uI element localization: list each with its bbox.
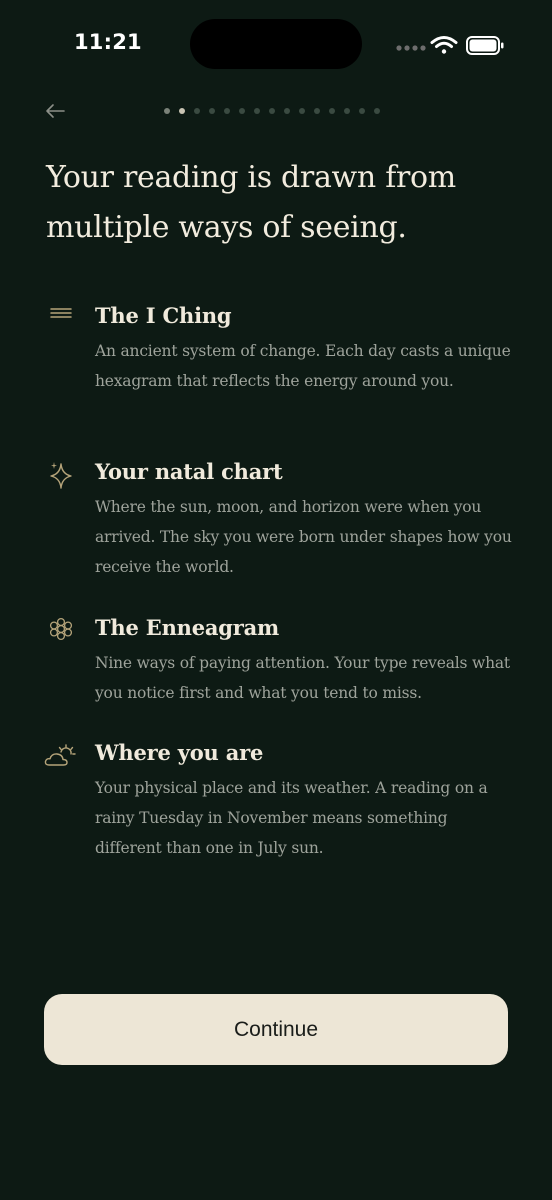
sparkle-icon	[46, 460, 76, 490]
progress-indicator	[164, 105, 389, 117]
wifi-icon	[432, 38, 456, 54]
battery-icon	[467, 37, 504, 54]
item-description: An ancient system of change. Each day casts a unique hexagram that reflects the energy around you.	[95, 342, 511, 390]
status-indicators	[395, 33, 507, 57]
item-description: Where the sun, moon, and horizon were when you arrived. The sky you were born under shapes how you receive the world.	[95, 498, 512, 576]
progress-dot	[314, 108, 320, 114]
status-time: 11:21	[74, 30, 142, 54]
sun-cloud-icon	[44, 741, 78, 771]
item-title: Your natal chart	[95, 459, 283, 484]
item-title: The I Ching	[95, 303, 232, 328]
cellular-signal-icon	[396, 45, 425, 50]
progress-dot	[179, 108, 185, 114]
progress-dot	[209, 108, 215, 114]
progress-dot	[194, 108, 200, 114]
continue-button[interactable]	[44, 994, 508, 1065]
arrow-left-icon	[44, 103, 66, 119]
progress-dot	[329, 108, 335, 114]
progress-dot	[374, 108, 380, 114]
progress-dot	[224, 108, 230, 114]
back-button[interactable]	[40, 98, 70, 124]
progress-dot	[269, 108, 275, 114]
dynamic-island	[190, 19, 362, 69]
progress-dot	[299, 108, 305, 114]
progress-dot	[284, 108, 290, 114]
item-description: Nine ways of paying attention. Your type reveals what you notice first and what you tend to miss.	[95, 654, 510, 702]
progress-dot	[254, 108, 260, 114]
item-description: Your physical place and its weather. A reading on a rainy Tuesday in November means something different than one in July sun.	[95, 779, 488, 857]
continue-label: Continue	[233, 1017, 319, 1041]
enneagram-flower-icon	[46, 614, 76, 644]
item-title: Where you are	[95, 740, 264, 765]
progress-dot	[344, 108, 350, 114]
item-title: The Enneagram	[95, 615, 280, 640]
progress-dot	[164, 108, 170, 114]
progress-dot	[239, 108, 245, 114]
hexagram-lines-icon	[46, 298, 76, 328]
page-title: Your reading is drawn from multiple ways of seeing.	[46, 160, 456, 245]
progress-dot	[359, 108, 365, 114]
